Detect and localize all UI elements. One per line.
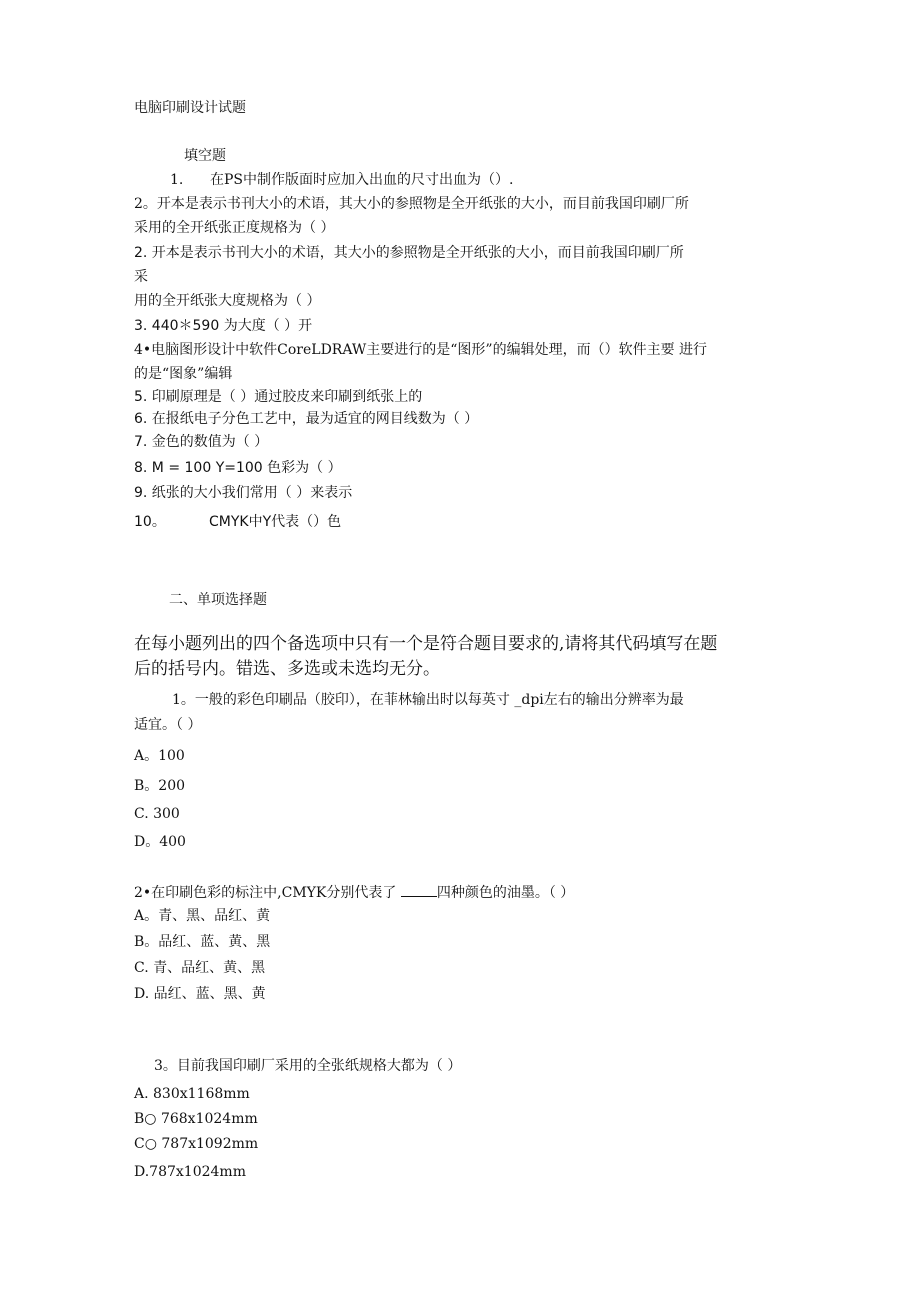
choice-q3-stem: 3。目前我国印刷厂采用的全张纸规格大都为（ ） — [154, 1058, 462, 1074]
answer-blank — [401, 882, 437, 897]
choice-q3-option-c: C○ 787x1092mm — [134, 1136, 259, 1152]
choice-q3-option-b: B○ 768x1024mm — [134, 1111, 258, 1127]
choice-q1-option-c: C. 300 — [134, 806, 180, 822]
choice-q2-option-a: A。青、黑、品红、黄 — [134, 908, 271, 924]
choice-q2-option-d: D. 品红、蓝、黑、黄 — [134, 986, 266, 1002]
choice-q3-option-a: A. 830x1168mm — [134, 1086, 250, 1102]
fill-q3: 3. 440＊590 为大度（ ）开 — [134, 318, 313, 334]
choice-q1-option-d: D。400 — [134, 834, 186, 850]
fill-q5: 5. 印刷原理是（ ）通过胶皮来印刷到纸张上的 — [134, 389, 423, 405]
fill-q2b-line3: 用的全开纸张大度规格为（ ） — [134, 293, 321, 309]
fill-q4-line2: 的是“图象”编辑 — [134, 366, 233, 382]
choice-q2-option-b: B。品红、蓝、黄、黑 — [134, 934, 271, 950]
choice-q1-line2: 适宜。（ ） — [134, 717, 202, 733]
fill-q7: 7. 金色的数值为（ ） — [134, 434, 269, 450]
choice-q1-line1: 1。一般的彩色印刷品（胶印），在菲林输出时以每英寸 _dpi左右的输出分辨率为最 — [172, 692, 684, 708]
choice-q2-stem-before: 2•在印刷色彩的标注中,CMYK分别代表了 — [134, 885, 401, 901]
fill-q10-number: 10。 — [134, 514, 166, 530]
fill-q6: 6. 在报纸电子分色工艺中，最为适宜的网目线数为（ ） — [134, 411, 479, 427]
fill-q2b-line2: 采 — [134, 269, 148, 285]
fill-q1-text: 在PS中制作版面时应加入出血的尺寸出血为（）. — [210, 172, 514, 188]
fill-q2a-line2: 采用的全开纸张正度规格为（ ） — [134, 220, 335, 236]
fill-q2b-line1: 2. 开本是表示书刊大小的术语，其大小的参照物是全开纸张的大小，而目前我国印刷厂所 — [134, 245, 684, 261]
choice-q1-option-a: A。100 — [134, 748, 185, 764]
choice-section-heading: 二、单项选择题 — [169, 592, 267, 608]
fill-q1-number: 1. — [170, 172, 184, 188]
document-title: 电脑印刷设计试题 — [134, 100, 246, 116]
choice-q2-option-c: C. 青、品红、黄、黑 — [134, 960, 266, 976]
fill-q4-line1: 4•电脑图形设计中软件CoreLDRAW主要进行的是“图形”的编辑处理，而（）软件主要 进行 — [134, 342, 708, 358]
choice-q2-stem — [134, 882, 574, 902]
choice-q1-option-b: B。200 — [134, 778, 186, 794]
choice-q2-stem-after: 四种颜色的油墨。（ ） — [436, 885, 575, 901]
choice-q3-option-d: D.787x1024mm — [134, 1164, 246, 1180]
choice-intro-line2: 后的括号内。错选、多选或未选均无分。 — [134, 659, 440, 679]
fill-q10-text: CMYK中Y代表（）色 — [209, 514, 342, 530]
fill-q8: 8. M = 100 Y=100 色彩为（ ） — [134, 460, 342, 476]
fill-q9: 9. 纸张的大小我们常用（ ）来表示 — [134, 485, 353, 501]
choice-intro-line1: 在每小题列出的四个备选项中只有一个是符合题目要求的,请将其代码填写在题 — [134, 634, 718, 654]
fill-q2a-line1: 2。开本是表示书刊大小的术语，其大小的参照物是全开纸张的大小，而目前我国印刷厂所 — [134, 196, 689, 212]
fill-section-heading: 填空题 — [184, 148, 226, 164]
